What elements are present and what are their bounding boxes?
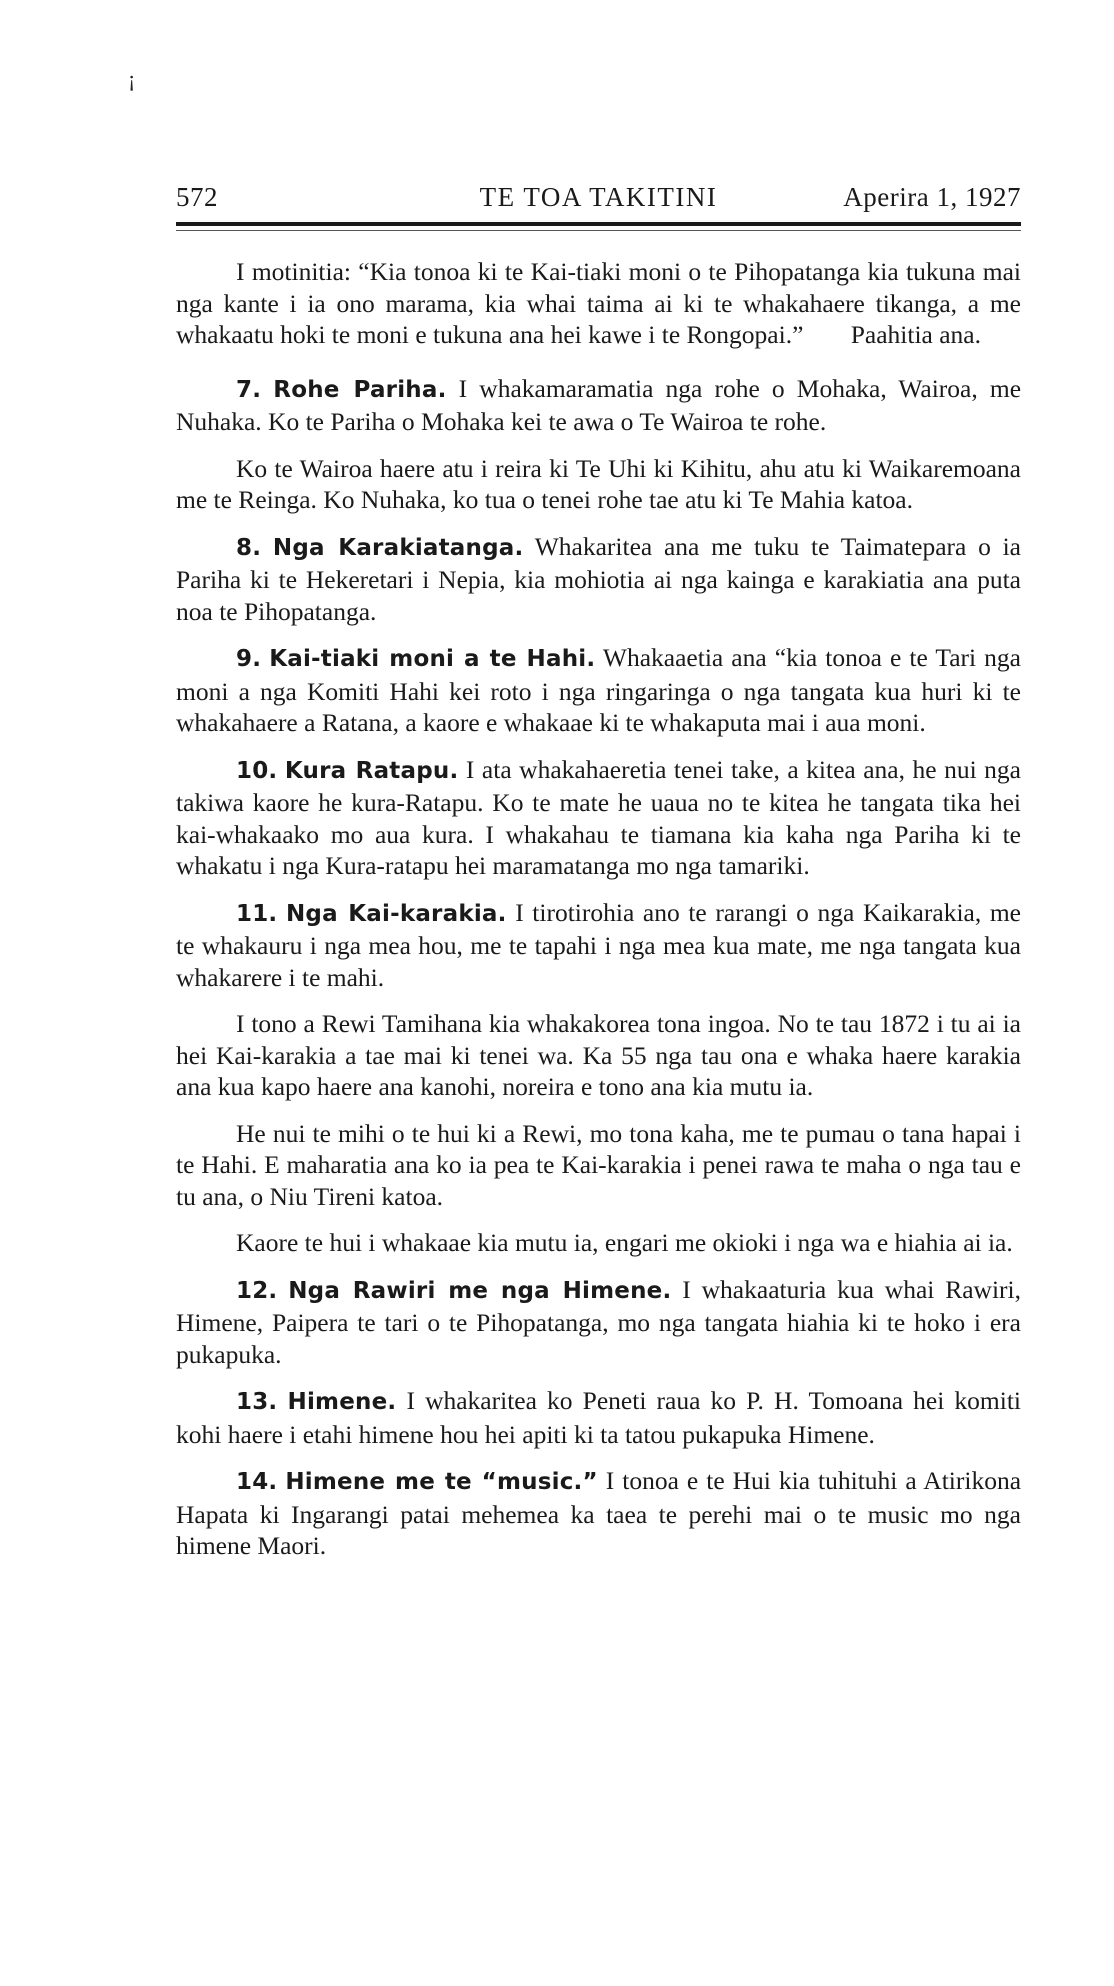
section-number: 10. <box>236 757 278 784</box>
section-heading: Rohe Pariha. <box>273 376 447 403</box>
section-number: 14. <box>236 1469 278 1495</box>
header-rule-thin <box>176 230 1021 231</box>
section-heading: Himene. <box>287 1389 397 1415</box>
section-paragraph <box>176 373 1021 438</box>
resolution-outcome: Paahitia ana. <box>850 320 981 349</box>
section-text: Whakaritea ana me tuku te Taimatepara o ia Pariha ki te Hekeretari i Nepia, kia mohiotia ai nga kainga e karakiatia ana puta noa te Pihopatanga. <box>176 531 1021 626</box>
section-paragraph <box>176 1465 1021 1562</box>
section-text: I tono a Rewi Tamihana kia whakakorea tona ingoa. No te tau 1872 i tu ai ia hei Kai-karakia a tae mai ki tenei wa. Ka 55 nga tau ona e whaka haere karakia ana kua kapo haere ana kanohi, noreira e tono ana kia mutu ia. <box>176 1009 1021 1101</box>
section-number: 9. <box>236 646 262 672</box>
section-heading: Kura Ratapu. <box>284 757 459 784</box>
page-number: 572 <box>176 182 218 212</box>
section-paragraph <box>176 1008 1021 1103</box>
section-paragraph <box>176 531 1021 628</box>
section-paragraph <box>176 642 1021 739</box>
section-number: 12. <box>236 1277 278 1304</box>
section-heading: Nga Karakiatanga. <box>272 534 524 561</box>
section-text: I ata whakahaeretia tenei take, a kitea ana, he nui nga takiwa kaore he kura-Ratapu. Ko te mate he uaua no te kitea he tangata tika hei kai-whakaako mo aua kura. I whakahau te tiamana kia kaha nga Pariha ki te whakatu i nga Kura-ratapu hei maramatanga mo nga tamariki. <box>176 754 1021 880</box>
section-text: He nui te mihi o te hui ki a Rewi, mo tona kaha, me te pumau o tana hapai i te Hahi. E maharatia ana ko ia pea te Kai-karakia i penei rawa te maha o nga tau e tu ana, o Niu Tireni katoa. <box>176 1118 1021 1211</box>
header-rule <box>176 222 1021 226</box>
section-text: I tonoa e te Hui kia tuhituhi a Atirikona Hapata ki Ingarangi patai mehemea ka taea te perehi mai o te music mo nga himene Maori. <box>176 1466 1022 1560</box>
section-paragraph <box>176 1227 1021 1259</box>
section-text: Whakaaetia ana “kia tonoa e te Tari nga moni a nga Komiti Hahi kei roto i nga ringaringa o nga tangata kua huri ki te whakahaere a Ratana, a kaore e whakaae ki te whakaputa mai i aua moni. <box>176 643 1021 737</box>
intro-paragraph <box>176 256 1021 351</box>
section-text: I whakaaturia kua whai Rawiri, Himene, Paipera te tari o te Pihopatanga, mo nga tangata hiahia ki te hoko i era pukapuka. <box>176 1274 1022 1369</box>
page-header <box>176 176 1021 216</box>
intro-text: I motinitia: “Kia tonoa ki te Kai-tiaki moni o te Pihopatanga kia tukuna mai nga kante i ia ono marama, kia whai taima ai ki te whakahaere tikanga, a me whakaatu hoki te moni e tukuna ana hei kawe i te Rongopai.” <box>176 257 1021 349</box>
section-text: I whakamaramatia nga rohe o Mohaka, Wairoa, me Nuhaka. Ko te Pariha o Mohaka kei te awa o Te Wairoa te rohe. <box>176 373 1022 436</box>
section-heading: Himene me te “music.” <box>285 1469 598 1495</box>
section-paragraph <box>176 897 1021 994</box>
section-paragraph <box>176 1274 1021 1371</box>
section-text: I whakaritea ko Peneti raua ko P. H. Tomoana hei komiti kohi haere i etahi himene hou hei apiti ki ta tatou pukapuka Himene. <box>176 1386 1022 1449</box>
section-text: Ko te Wairoa haere atu i reira ki Te Uhi ki Kihitu, ahu atu ki Waikaremoana me te Reinga. Ko Nuhaka, ko tua o tenei rohe tae atu ki Te Mahia katoa. <box>176 453 1021 514</box>
section-number: 7. <box>236 376 262 403</box>
section-paragraph <box>176 1385 1021 1450</box>
section-text: I tirotirohia ano te rarangi o nga Kaikarakia, me te whakauru i nga mea hou, me te tapahi i nga mea kua mate, me nga tangata kua whakarere i te mahi. <box>176 897 1021 992</box>
stray-mark: ¡ <box>128 66 136 91</box>
section-number: 13. <box>236 1389 278 1415</box>
section-heading: Kai-tiaki moni a te Hahi. <box>269 646 596 672</box>
section-heading: Nga Rawiri me nga Himene. <box>288 1277 672 1304</box>
section-paragraph <box>176 453 1021 516</box>
section-text: Kaore te hui i whakaae kia mutu ia, engari me okioki i nga wa e hiahia ai ia. <box>236 1228 1013 1257</box>
body-text <box>176 256 1021 1577</box>
running-title: TE TOA TAKITINI <box>479 182 718 212</box>
issue-date: Aperira 1, 1927 <box>843 182 1021 212</box>
section-number: 8. <box>236 534 262 561</box>
section-heading: Nga Kai-karakia. <box>285 900 507 927</box>
section-paragraph <box>176 754 1021 882</box>
section-paragraph <box>176 1118 1021 1213</box>
section-number: 11. <box>236 900 278 927</box>
